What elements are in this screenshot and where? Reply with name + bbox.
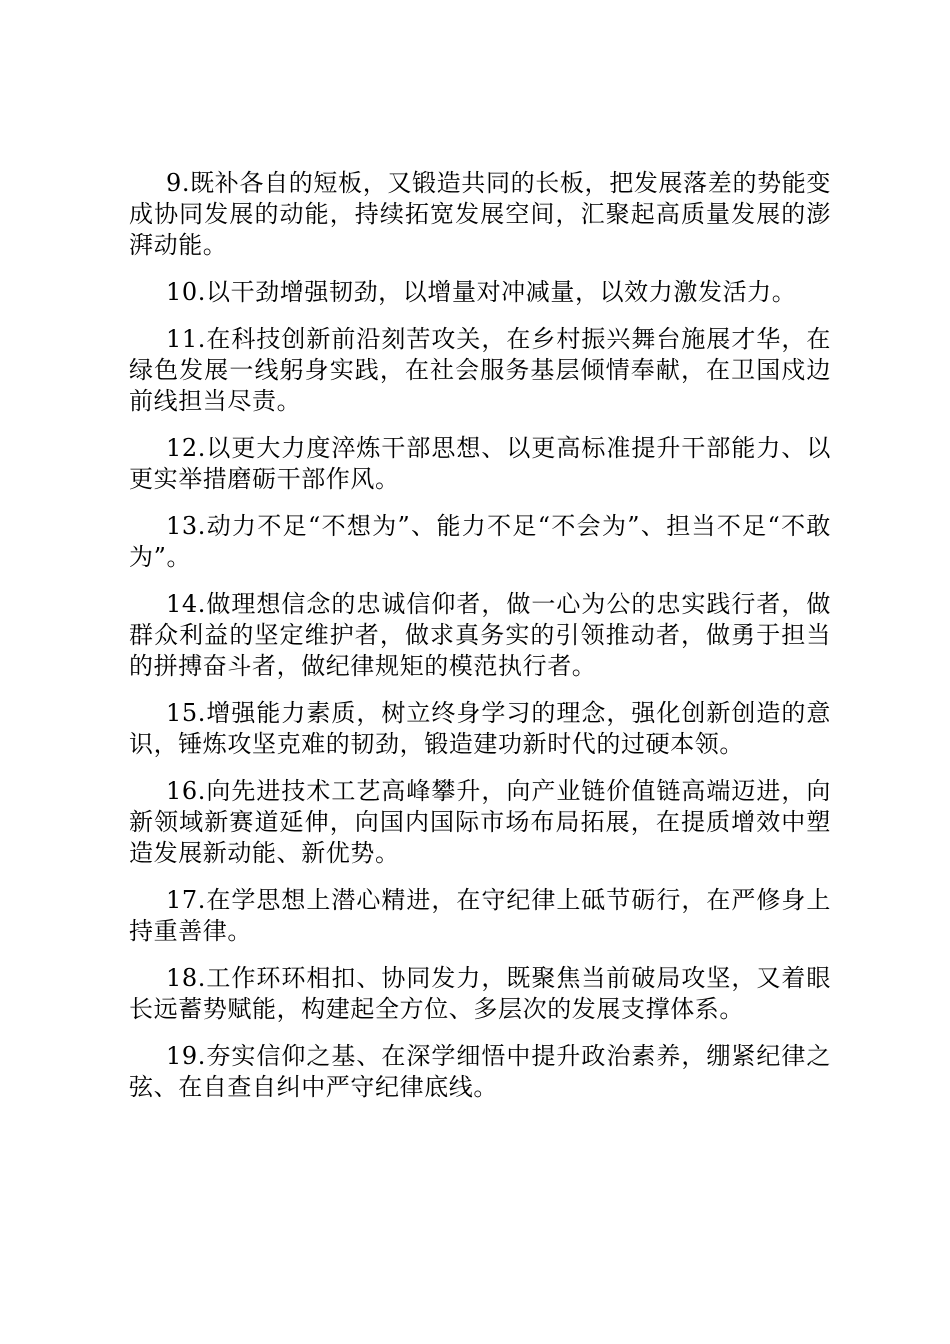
- paragraph-10: 10.以干劲增强韧劲，以增量对冲减量，以效力激发活力。: [166, 278, 797, 306]
- document-body: [129, 168, 831, 1119]
- paragraph-14: 14.做理想信念的忠诚信仰者，做一心为公的忠实践行者，做群众利益的坚定维护者，做求真务实的引领推动者，做勇于担当的拼搏奋斗者，做纪律规矩的模范执行者。: [129, 590, 831, 680]
- paragraph-16: 16.向先进技术工艺高峰攀升，向产业链价值链高端迈进，向新领域新赛道延伸，向国内国际市场布局拓展，在提质增效中塑造发展新动能、新优势。: [129, 777, 831, 867]
- paragraph-18: 18.工作环环相扣、协同发力，既聚焦当前破局攻坚，又着眼长远蓄势赋能，构建起全方位、多层次的发展支撑体系。: [129, 964, 831, 1023]
- paragraph-11: 11.在科技创新前沿刻苦攻关，在乡村振兴舞台施展才华，在绿色发展一线躬身实践，在社会服务基层倾情奉献，在卫国戍边前线担当尽责。: [129, 325, 831, 415]
- paragraph-9: 9.既补各自的短板，又锻造共同的长板，把发展落差的势能变成协同发展的动能，持续拓宽发展空间，汇聚起高质量发展的澎湃动能。: [129, 169, 831, 259]
- paragraph-19: 19.夯实信仰之基、在深学细悟中提升政治素养，绷紧纪律之弦、在自查自纠中严守纪律底线。: [129, 1042, 831, 1101]
- paragraph-17: 17.在学思想上潜心精进，在守纪律上砥节砺行，在严修身上持重善律。: [129, 886, 831, 945]
- paragraph-12: 12.以更大力度淬炼干部思想、以更高标准提升干部能力、以更实举措磨砺干部作风。: [129, 434, 831, 493]
- paragraph-15: 15.增强能力素质，树立终身学习的理念，强化创新创造的意识，锤炼攻坚克难的韧劲，锻造建功新时代的过硬本领。: [129, 699, 831, 758]
- paragraph-13: 13.动力不足“不想为”、能力不足“不会为”、担当不足“不敢为”。: [129, 512, 831, 571]
